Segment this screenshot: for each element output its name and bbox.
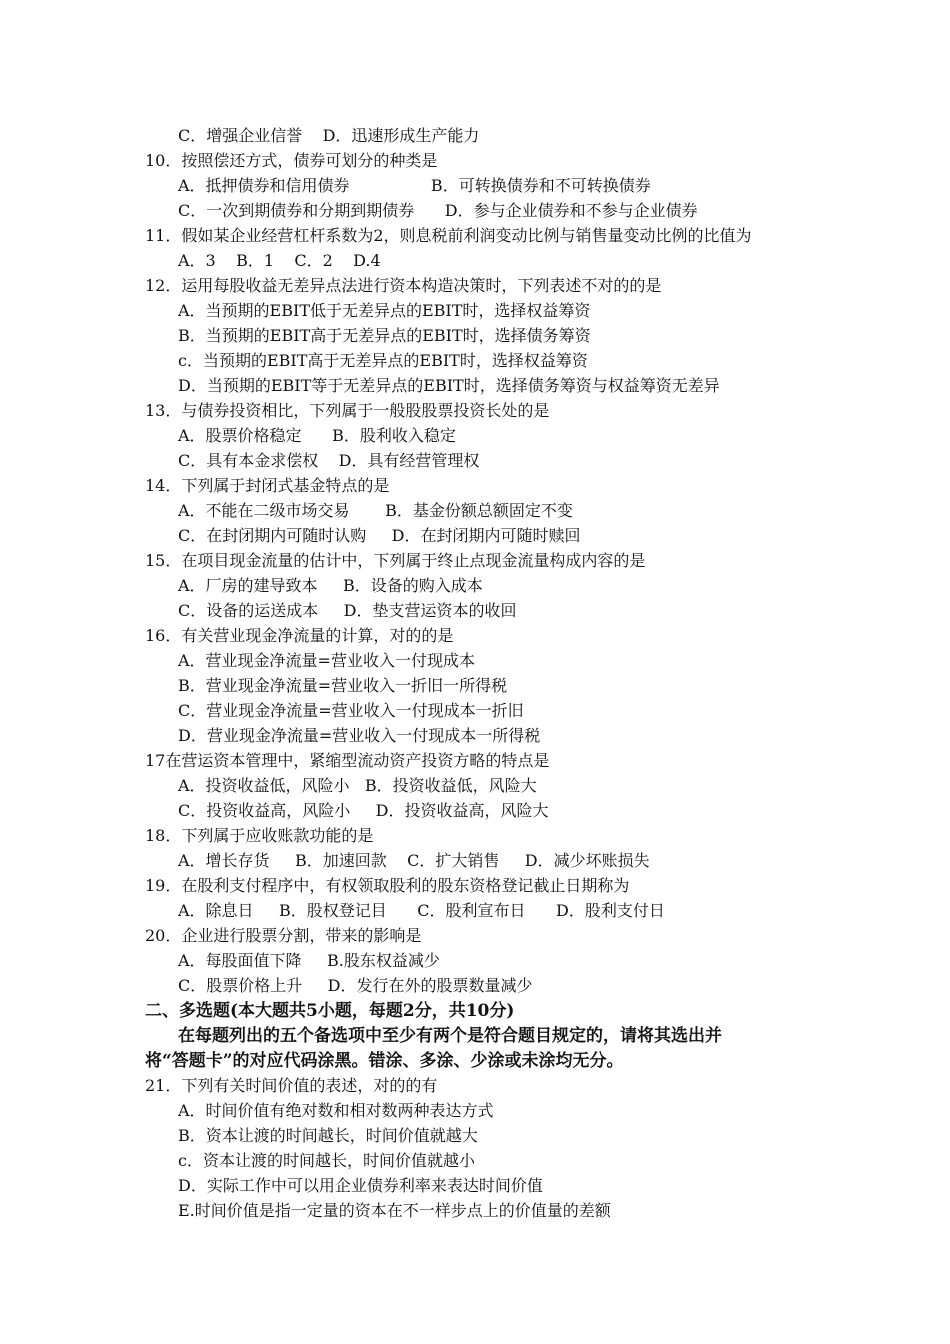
q15-stem: 15．在项目现金流量的估计中，下列属于终止点现金流量构成内容的是	[145, 551, 646, 570]
q20-options-cd: C．股票价格上升 D．发行在外的股票数量减少	[178, 976, 533, 995]
q16-option-d: D．营业现金净流量=营业收入一付现成本一所得税	[178, 726, 541, 745]
q20-stem: 20．企业进行股票分割，带来的影响是	[145, 926, 422, 945]
q12-option-d: D．当预期的EBIT等于无差异点的EBIT时，选择债务筹资与权益筹资无差异	[178, 376, 720, 395]
q21-stem: 21．下列有关时间价值的表述，对的的有	[145, 1076, 438, 1095]
q13-options-ab: A．股票价格稳定 B．股利收入稳定	[178, 426, 456, 445]
q16-option-a: A．营业现金净流量=营业收入一付现成本	[178, 651, 475, 670]
q10-options-cd: C．一次到期债券和分期到期债券 D．参与企业债券和不参与企业债券	[178, 201, 698, 220]
q17-options-cd: C．投资收益高，风险小 D．投资收益高，风险大	[178, 801, 549, 820]
q12-stem: 12．运用每股收益无差异点法进行资本构造决策时，下列表述不对的的是	[145, 276, 662, 295]
q21-option-a: A．时间价值有绝对数和相对数两种表达方式	[178, 1101, 494, 1120]
q16-option-b: B．营业现金净流量=营业收入一折旧一所得税	[178, 676, 508, 695]
q11-stem: 11．假如某企业经营杠杆系数为2，则息税前利润变动比例与销售量变动比例的比值为	[145, 226, 752, 245]
q9-options-cd: C．增强企业信誉 D．迅速形成生产能力	[178, 126, 480, 145]
section-2-instruction-line2: 将“答题卡”的对应代码涂黑。错涂、多涂、少涂或未涂均无分。	[145, 1051, 624, 1071]
q15-options-ab: A．厂房的建导致本 B．设备的购入成本	[178, 576, 483, 595]
q14-options-cd: C．在封闭期内可随时认购 D．在封闭期内可随时赎回	[178, 526, 581, 545]
q10-stem: 10．按照偿还方式，债券可划分的种类是	[145, 151, 438, 170]
q13-stem: 13．与债券投资相比，下列属于一般股股票投资长处的是	[145, 401, 550, 420]
section-2-instruction-line1: 在每题列出的五个备选项中至少有两个是符合题目规定的，请将其选出并	[178, 1026, 722, 1046]
q17-options-ab: A．投资收益低，风险小 B．投资收益低，风险大	[178, 776, 537, 795]
q21-option-b: B．资本让渡的时间越长，时间价值就越大	[178, 1126, 478, 1145]
q15-options-cd: C．设备的运送成本 D．垫支营运资本的收回	[178, 601, 517, 620]
q16-stem: 16．有关营业现金净流量的计算，对的的是	[145, 626, 454, 645]
q21-option-e: E.时间价值是指一定量的资本在不一样步点上的价值量的差额	[178, 1201, 611, 1220]
q12-option-a: A．当预期的EBIT低于无差异点的EBIT时，选择权益筹资	[178, 301, 591, 320]
q21-option-c: c．资本让渡的时间越长，时间价值就越小	[178, 1151, 475, 1170]
q17-stem: 17在营运资本管理中，紧缩型流动资产投资方略的特点是	[145, 751, 550, 770]
q16-option-c: C．营业现金净流量=营业收入一付现成本一折旧	[178, 701, 524, 720]
q13-options-cd: C．具有本金求偿权 D．具有经营管理权	[178, 451, 480, 470]
q19-options: A．除息日 B．股权登记目 C．股利宣布日 D．股利支付日	[178, 901, 665, 920]
q12-option-c: c．当预期的EBIT高于无差异点的EBIT时，选择权益筹资	[178, 351, 588, 370]
q19-stem: 19．在股利支付程序中，有权领取股利的股东资格登记截止日期称为	[145, 876, 630, 895]
q10-options-ab: A．抵押债券和信用债券 B．可转换债券和不可转换债券	[178, 176, 651, 195]
q20-options-ab: A．每股面值下降 B.股东权益减少	[178, 951, 440, 970]
q14-stem: 14．下列属于封闭式基金特点的是	[145, 476, 390, 495]
q18-stem: 18．下列属于应收账款功能的是	[145, 826, 374, 845]
q14-options-ab: A．不能在二级市场交易 B．基金份额总额固定不变	[178, 501, 573, 520]
q11-options: A．3 B．1 C．2 D.4	[178, 251, 381, 270]
q21-option-d: D．实际工作中可以用企业债券利率来表达时间价值	[178, 1176, 543, 1195]
q12-option-b: B．当预期的EBIT高于无差异点的EBIT时，选择债务筹资	[178, 326, 591, 345]
q18-options: A．增长存货 B．加速回款 C．扩大销售 D．减少坏账损失	[178, 851, 650, 870]
section-2-heading: 二、多选题(本大题共5小题，每题2分，共10分)	[145, 1001, 515, 1021]
